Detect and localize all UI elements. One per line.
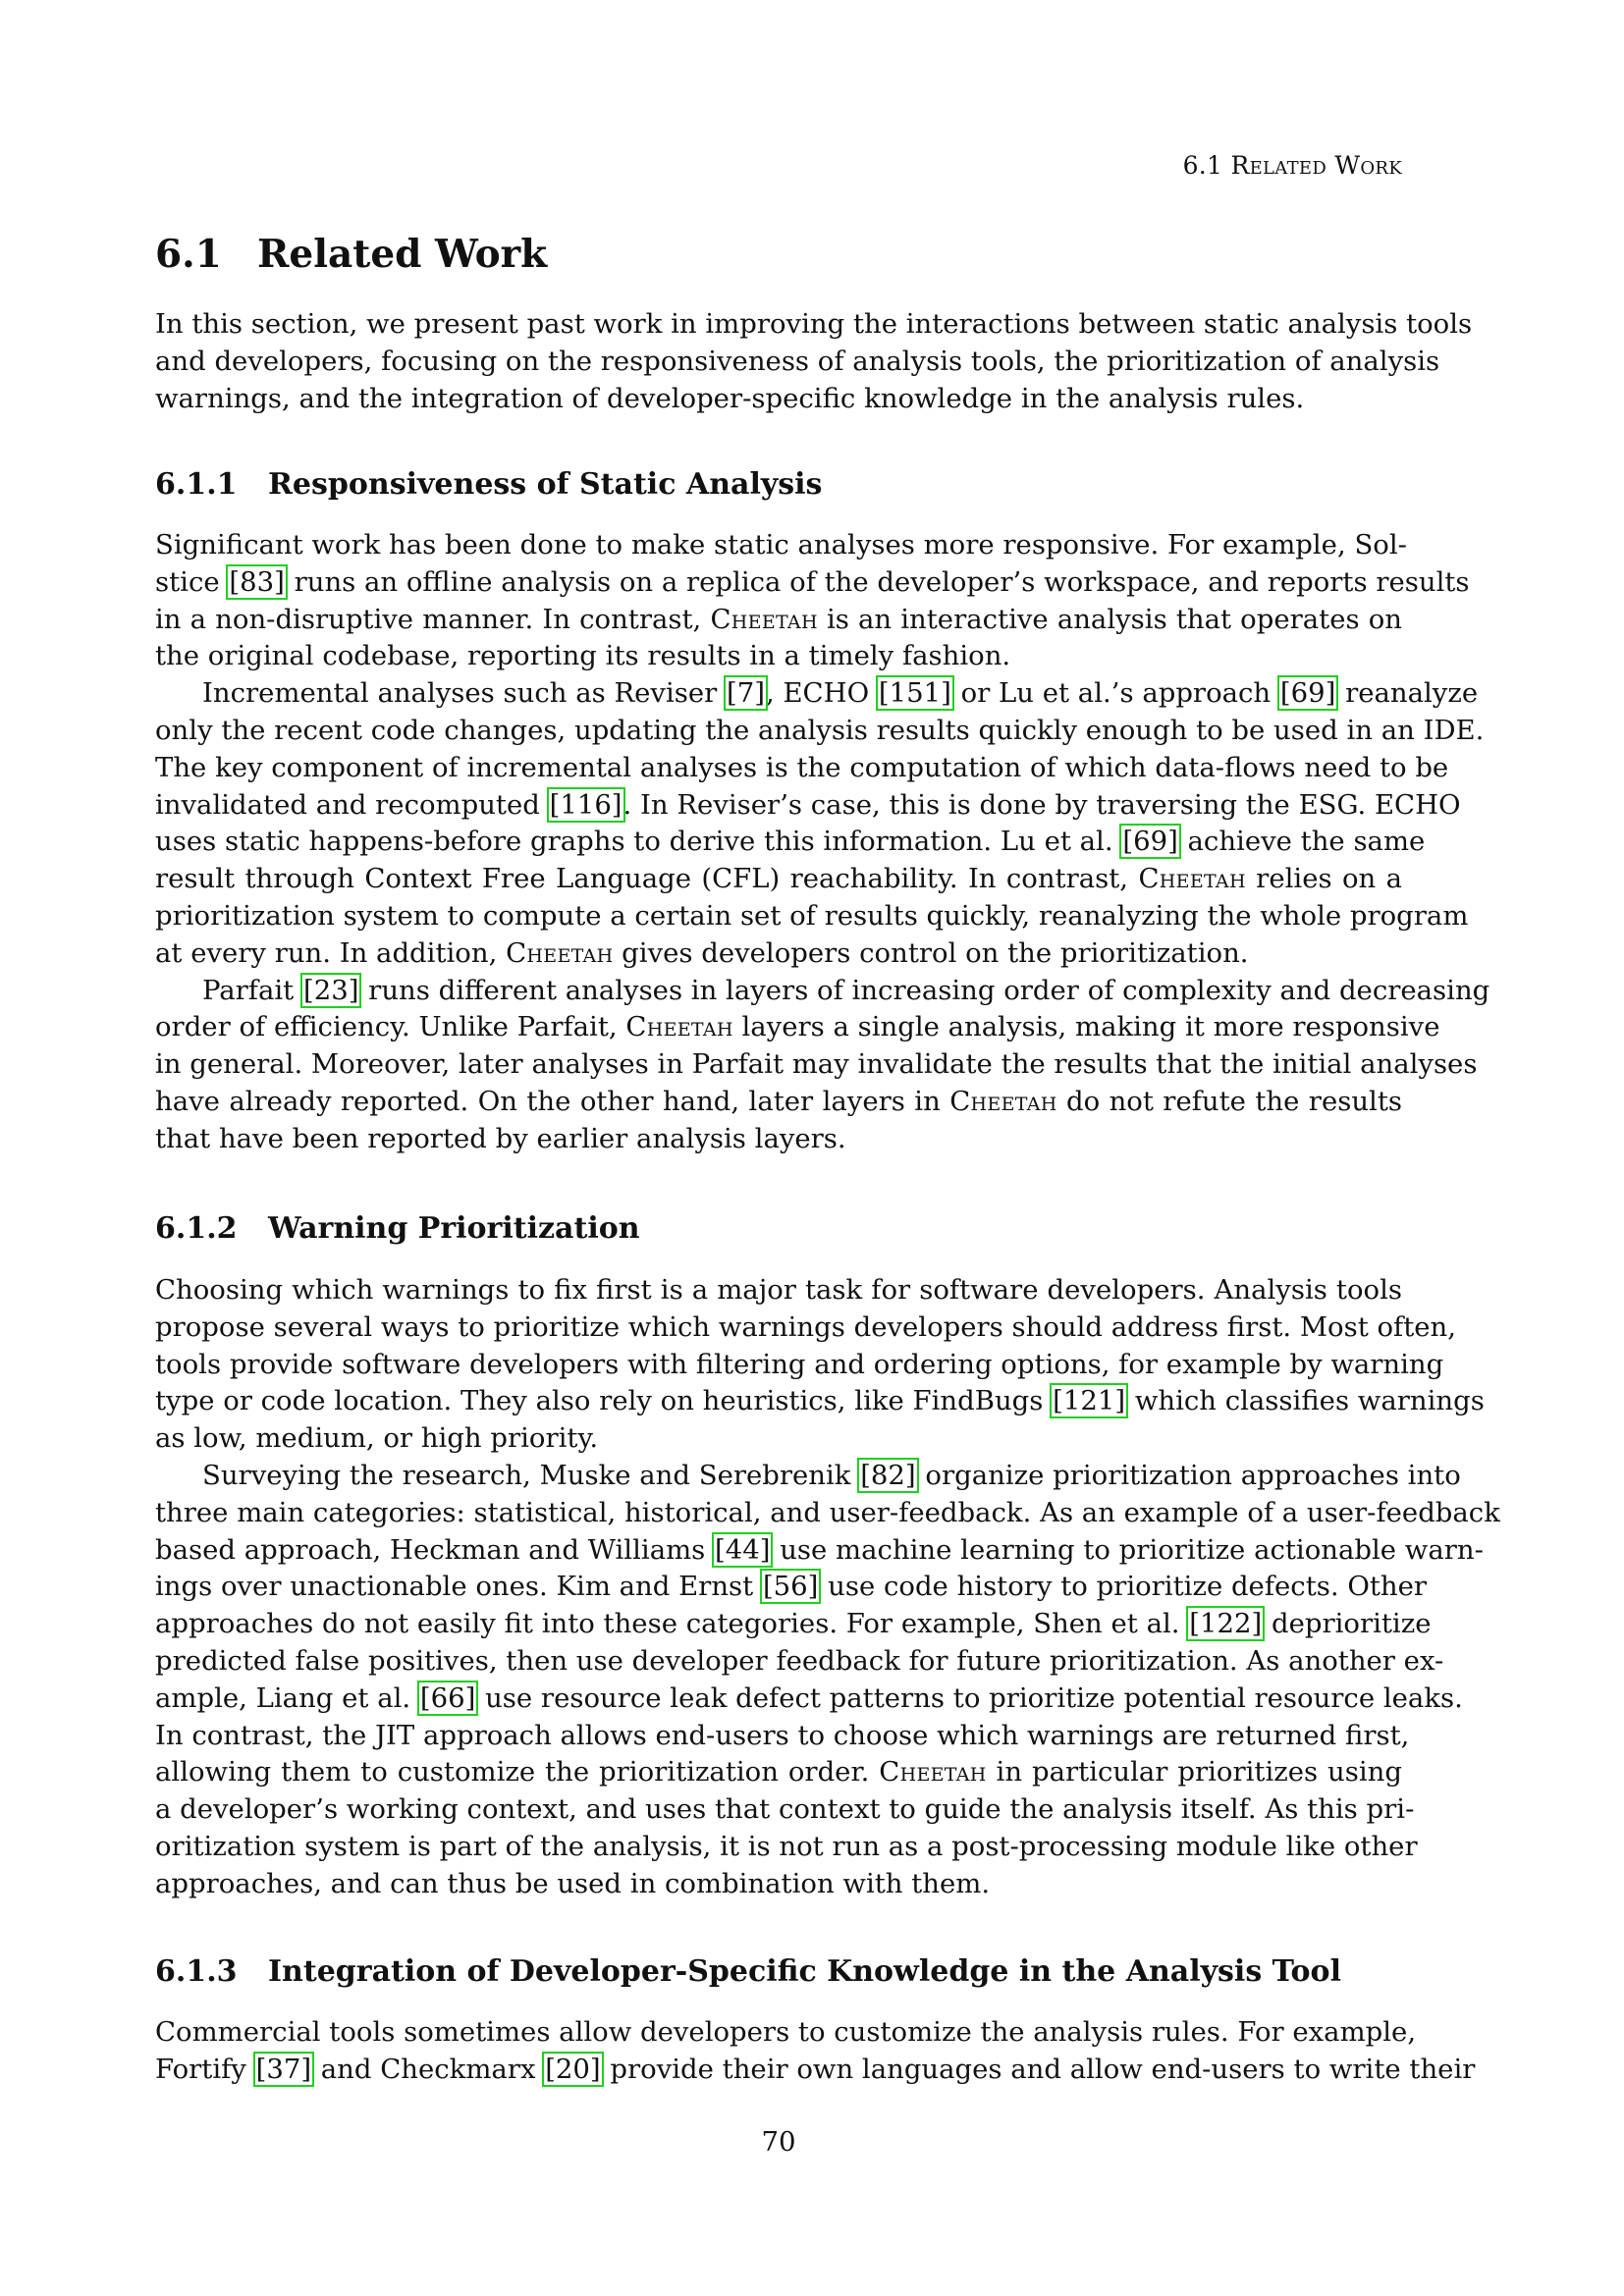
text-line: In contrast, the JIT approach allows end-users to choose which warnings are returned first,	[155, 1719, 1410, 1751]
text-line: the original codebase, reporting its results in a timely fashion.	[155, 640, 1011, 672]
citation-link[interactable]: [69]	[1122, 826, 1178, 858]
text-line: type or code location. They also rely on heuristics, like FindBugs [121] which classifies warnings	[155, 1385, 1485, 1417]
text-line: ings over unactionable ones. Kim and Ernst [56] use code history to prioritize defects. Other	[155, 1571, 1428, 1603]
tool-name: Cheetah	[625, 1011, 733, 1043]
tool-name: Cheetah	[879, 1756, 987, 1789]
text-line: prioritization system to compute a certain set of results quickly, reanalyzing the whole program	[155, 899, 1469, 932]
text-line: only the recent code changes, updating the analysis results quickly enough to be used in an IDE.	[155, 714, 1485, 746]
subsection-heading-6-1-2	[155, 1211, 640, 1246]
citation-link[interactable]: [37]	[255, 2053, 312, 2085]
text-line: that have been reported by earlier analysis layers.	[155, 1122, 846, 1154]
subsection-heading-6-1-1	[155, 467, 822, 502]
text-line: The key component of incremental analyses is the computation of which data-flows need to be	[155, 751, 1449, 783]
text-line: three main categories: statistical, historical, and user-feedback. As an example of a user-feedback	[155, 1496, 1500, 1528]
subsection-number: 6.1.1	[155, 467, 238, 502]
subsection-number: 6.1.3	[155, 1954, 238, 1989]
subsection-title: Warning Prioritization	[268, 1211, 640, 1246]
running-head	[1183, 151, 1402, 180]
text-line: approaches do not easily fit into these categories. For example, Shen et al. [122] deprioritize	[155, 1608, 1432, 1640]
citation-link[interactable]: [20]	[545, 2053, 601, 2085]
subsection-6-1-2-body	[155, 1272, 1500, 1903]
text-line: in general. Moreover, later analyses in Parfait may invalidate the results that the initial analyses	[155, 1048, 1478, 1081]
text-line: result through Context Free Language (CFL) reachability. In contrast, Cheetah relies on a	[155, 863, 1402, 895]
text-line: approaches, and can thus be used in combination with them.	[155, 1867, 991, 1899]
text-line: In this section, we present past work in improving the interactions between static analysis tools	[155, 308, 1473, 340]
text-line: ample, Liang et al. [66] use resource leak defect patterns to prioritize potential resource leaks.	[155, 1682, 1463, 1714]
section-number: 6.1	[155, 232, 222, 277]
citation-link[interactable]: [7]	[727, 677, 765, 710]
tool-name: Cheetah	[710, 603, 818, 635]
text-line: order of efficiency. Unlike Parfait, Cheetah layers a single analysis, making it more responsive	[155, 1011, 1440, 1043]
tool-name: Cheetah	[949, 1085, 1057, 1117]
tool-name: Cheetah	[506, 936, 614, 969]
citation-link[interactable]: [66]	[419, 1682, 476, 1714]
section-title: Related Work	[257, 232, 548, 277]
subsection-title: Integration of Developer-Specific Knowledge in the Analysis Tool	[268, 1954, 1341, 1989]
citation-link[interactable]: [23]	[302, 974, 359, 1006]
text-line: a developer’s working context, and uses that context to guide the analysis itself. As this pri-	[155, 1793, 1415, 1826]
text-line: Commercial tools sometimes allow developers to customize the analysis rules. For example,	[155, 2016, 1417, 2048]
text-line: Parfait [23] runs different analyses in layers of increasing order of complexity and decreasing	[202, 974, 1490, 1006]
text-line: at every run. In addition, Cheetah gives developers control on the prioritization.	[155, 936, 1249, 969]
text-line: oritization system is part of the analysis, it is not run as a post-processing module like other	[155, 1830, 1418, 1862]
section-heading	[155, 232, 547, 277]
text-line: warnings, and the integration of developer-specific knowledge in the analysis rules.	[155, 382, 1305, 414]
citation-link[interactable]: [122]	[1189, 1608, 1263, 1640]
citation-link[interactable]: [116]	[549, 788, 623, 821]
subsection-6-1-3-body	[155, 2014, 1476, 2089]
citation-link[interactable]: [44]	[715, 1533, 771, 1566]
intro-paragraph	[155, 306, 1473, 417]
page-number: 70	[761, 2126, 796, 2158]
citation-link[interactable]: [151]	[878, 677, 951, 710]
citation-link[interactable]: [69]	[1279, 677, 1336, 710]
running-head-number: 6.1	[1182, 151, 1223, 180]
text-line: predicted false positives, then use developer feedback for future prioritization. As another ex-	[155, 1644, 1444, 1677]
text-line: Significant work has been done to make static analyses more responsive. For example, Sol-	[155, 529, 1407, 561]
subsection-title: Responsiveness of Static Analysis	[268, 467, 823, 502]
text-line: uses static happens-before graphs to derive this information. Lu et al. [69] achieve the same	[155, 826, 1426, 858]
tool-name: Cheetah	[1138, 863, 1246, 895]
text-line: and developers, focusing on the responsiveness of analysis tools, the prioritization of analysis	[155, 345, 1440, 377]
text-line: tools provide software developers with filtering and ordering options, for example by warning	[155, 1348, 1444, 1380]
subsection-number: 6.1.2	[155, 1211, 238, 1246]
citation-link[interactable]: [82]	[860, 1459, 916, 1491]
text-line: propose several ways to prioritize which warnings developers should address first. Most often,	[155, 1310, 1456, 1343]
text-line: in a non-disruptive manner. In contrast, Cheetah is an interactive analysis that operates on	[155, 603, 1402, 635]
text-line: stice [83] runs an offline analysis on a replica of the developer’s workspace, and reports results	[155, 565, 1470, 598]
text-line: based approach, Heckman and Williams [44] use machine learning to prioritize actionable warn-	[155, 1533, 1484, 1566]
citation-link[interactable]: [83]	[229, 565, 285, 598]
text-line: Fortify [37] and Checkmarx [20] provide their own languages and allow end-users to write their	[155, 2053, 1476, 2085]
text-line: Incremental analyses such as Reviser [7], ECHO [151] or Lu et al.’s approach [69] reanalyze	[202, 677, 1479, 710]
text-line: Choosing which warnings to fix first is a major task for software developers. Analysis tools	[155, 1274, 1402, 1306]
subsection-heading-6-1-3	[155, 1954, 1341, 1989]
text-line: as low, medium, or high priority.	[155, 1422, 599, 1455]
citation-link[interactable]: [56]	[762, 1571, 819, 1603]
citation-link[interactable]: [121]	[1053, 1385, 1126, 1417]
subsection-6-1-1-body	[155, 527, 1490, 1158]
text-line: have already reported. On the other hand, later layers in Cheetah do not refute the results	[155, 1085, 1403, 1117]
text-line: Surveying the research, Muske and Serebrenik [82] organize prioritization approaches into	[202, 1459, 1461, 1491]
text-line: allowing them to customize the prioritization order. Cheetah in particular prioritizes using	[155, 1756, 1402, 1789]
running-head-title: Related Work	[1230, 151, 1402, 180]
text-line: invalidated and recomputed [116]. In Reviser’s case, this is done by traversing the ESG. ECHO	[155, 788, 1461, 821]
